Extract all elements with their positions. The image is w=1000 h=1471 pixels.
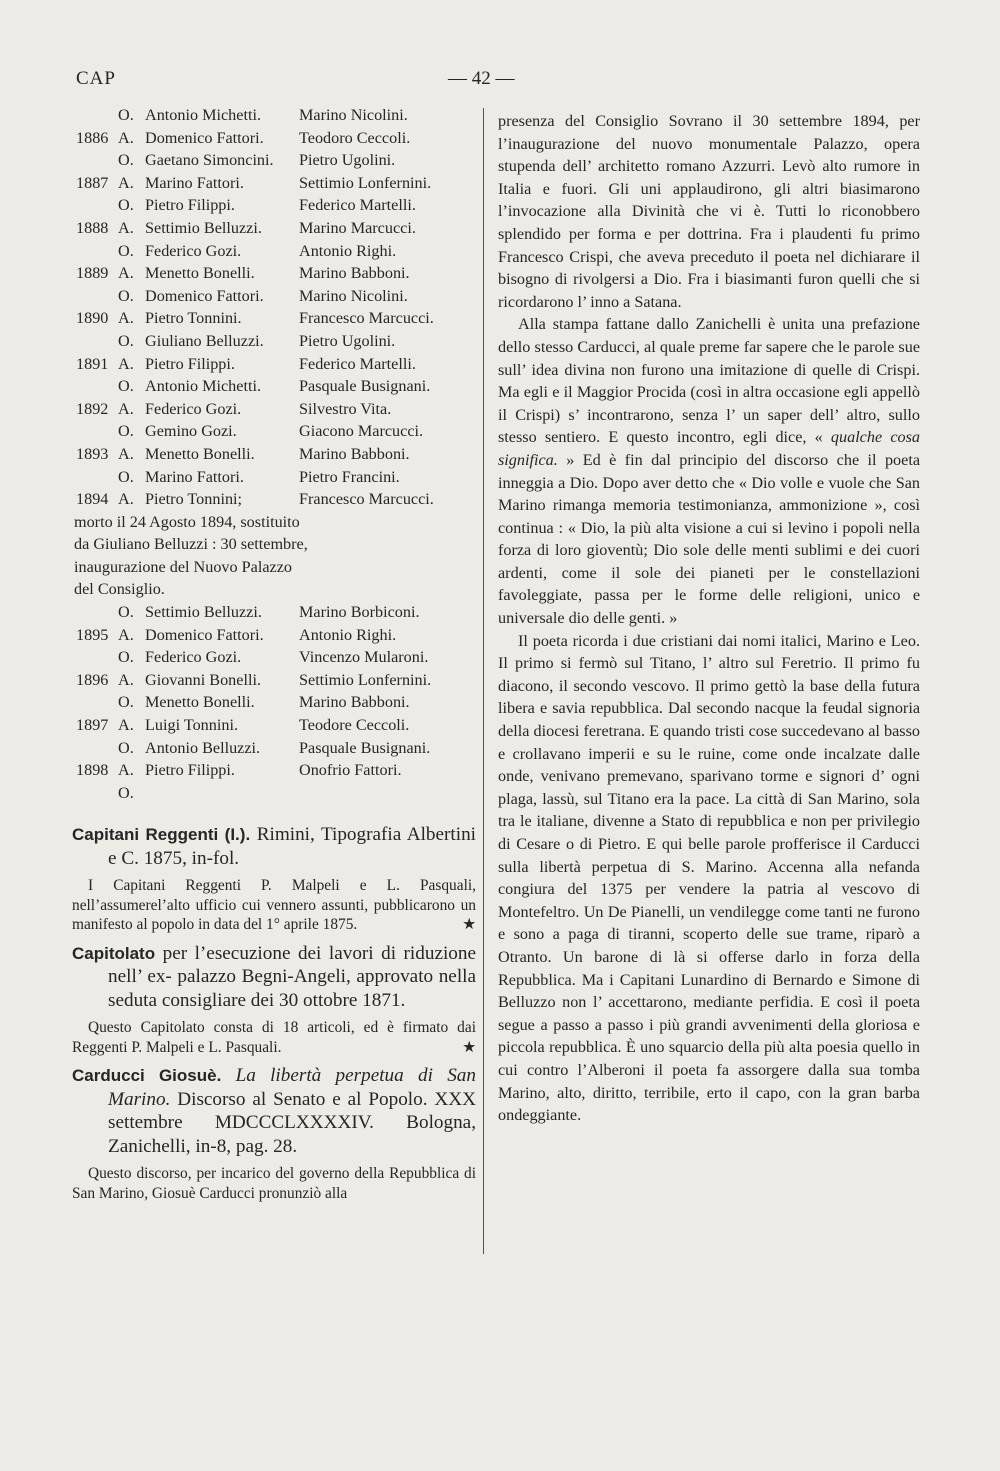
- regent-name-1: Antonio Michetti.: [145, 106, 261, 124]
- entry-citation: Discorso al Senato e al Popolo. XXX settembre MDCCCLXXXXIV. Bologna, Zanichelli, in-8, pag. 28.: [108, 1088, 476, 1157]
- regent-row: [76, 330, 476, 353]
- regent-role: O.: [118, 603, 134, 622]
- entry-description: Questo Capitolato consta di 18 articoli, ed è firmato dai Reggenti P. Malpeli e L. Pasquali.: [72, 1019, 476, 1056]
- regent-row: [76, 307, 476, 330]
- entry-title: Capitani Reggenti (I.).: [72, 825, 251, 844]
- regent-role: A.: [118, 716, 134, 735]
- regent-row: [76, 488, 476, 511]
- regent-role: A.: [118, 264, 134, 283]
- paragraph: presenza del Consiglio Sovrano il 30 settembre 1894, per l’inaugurazione del nuovo monumentale Palazzo, opera stupenda dell’ architetto romano Azzurri. Levò alto rumore in Italia e fuori. Gli uni applaudirono, gli altri biasimarono l’invocazione alla Divinità che vi è. Tutti lo riconobbero splendido per forma e per dottrina. Fra i plaudenti fu primo Francesco Crispi, che aveva preceduto il poeta nel dichiarare il bisogno di rivolgersi a Dio. Fra i biasimanti furon quelli che si ricordarono l’ inno a Satana.: [498, 112, 920, 311]
- entry-title: Carducci Giosuè.: [72, 1066, 222, 1086]
- regent-year: 1896: [76, 670, 109, 689]
- regent-row: [76, 285, 476, 308]
- regent-row: [76, 420, 476, 443]
- regent-name-1: Giovanni Bonelli.: [145, 670, 261, 689]
- regent-name-2: Settimio Lonfernini.: [299, 670, 432, 689]
- regent-role: A.: [118, 173, 134, 192]
- regent-name-2: Marino Borbiconi.: [299, 603, 420, 622]
- regent-row: [76, 172, 476, 195]
- regent-role: A.: [118, 670, 134, 689]
- regent-role: A.: [118, 490, 134, 509]
- entry-work-title: La libertà perpetua di San Marino.: [108, 1065, 476, 1110]
- regent-row: [76, 240, 476, 263]
- quote-italic: qualche cosa significa.: [498, 428, 920, 469]
- regent-name-2: Marino Nicolini.: [299, 286, 408, 305]
- regent-role: O.: [118, 693, 134, 712]
- regent-role: A.: [118, 128, 134, 147]
- regent-row: [76, 624, 476, 647]
- regent-role: O.: [118, 196, 134, 215]
- entry-title: Capitolato: [72, 943, 156, 963]
- regent-row: [76, 759, 476, 782]
- regent-name-2: Federico Martelli.: [299, 196, 416, 215]
- regent-name-1: Settimio Belluzzi.: [145, 603, 262, 622]
- regent-name-2: Marino Nicolini.: [299, 106, 408, 124]
- regent-row: [76, 262, 476, 285]
- regent-row: [76, 194, 476, 217]
- regent-name-1: Domenico Fattori.: [145, 625, 264, 644]
- regent-name-1: Federico Gozi.: [145, 241, 242, 260]
- regent-role: A.: [118, 309, 134, 328]
- regent-name-1: Domenico Fattori.: [145, 128, 264, 147]
- entry-carducci: [72, 1064, 476, 1203]
- entry-citation: per l’esecuzione dei lavori di riduzione nell’ ex- palazzo Begni-Angeli, approvato nella seduta consigliare dei 30 ottobre 1871.: [108, 942, 476, 1011]
- regent-role: O.: [118, 467, 134, 486]
- regent-year: 1889: [76, 264, 109, 283]
- regent-role: A.: [118, 218, 134, 237]
- regent-name-1: Menetto Bonelli.: [145, 693, 255, 712]
- regent-role: A.: [118, 444, 134, 463]
- regent-name-2: Teodore Ceccoli.: [299, 716, 410, 735]
- regent-name-1: Marino Fattori.: [145, 467, 244, 486]
- regent-row: [76, 127, 476, 150]
- regent-role: O.: [118, 377, 134, 396]
- right-column-text: [498, 110, 920, 1127]
- regent-name-2: Pasquale Busignani.: [299, 377, 431, 396]
- regent-name-1: Federico Gozi.: [145, 399, 242, 418]
- regent-row: [76, 353, 476, 376]
- star-icon: ★: [462, 916, 476, 934]
- regent-row: [76, 217, 476, 240]
- regent-name-2: Marino Babboni.: [299, 264, 410, 283]
- regent-row: [76, 375, 476, 398]
- regent-role: O.: [118, 648, 134, 667]
- regent-year: 1892: [76, 399, 109, 418]
- entry-description: Questo discorso, per incarico del governo della Repubblica di San Marino, Giosuè Carducci pronunziò alla: [72, 1165, 476, 1203]
- regent-name-2: Pietro Ugolini.: [299, 331, 396, 350]
- regent-name-1: Pietro Tonnini;: [145, 490, 243, 509]
- regents-note: morto il 24 Agosto 1894, sostituito da Giuliano Belluzzi : 30 settembre, inaugurazione del Nuovo Palazzo del Consiglio.: [74, 512, 308, 599]
- bibliography-entries: [72, 823, 476, 1211]
- regent-role: O.: [118, 738, 134, 757]
- regents-list: [76, 104, 476, 804]
- entry-capitolato: [72, 942, 476, 1058]
- regent-row: [76, 669, 476, 692]
- regent-year: 1887: [76, 173, 109, 192]
- regent-name-1: Antonio Michetti.: [145, 377, 261, 396]
- regent-name-2: Federico Martelli.: [299, 354, 416, 373]
- regent-row: [76, 737, 476, 760]
- regent-name-1: Pietro Filippi.: [145, 196, 235, 215]
- regent-name-1: Menetto Bonelli.: [145, 264, 255, 283]
- regent-name-2: Pietro Francini.: [299, 467, 400, 486]
- entry-capitani-reggenti: [72, 823, 476, 935]
- regent-name-2: Francesco Marcucci.: [299, 309, 434, 328]
- regent-name-1: Gemino Gozi.: [145, 422, 237, 441]
- regent-row: [76, 443, 476, 466]
- regent-role: A.: [118, 354, 134, 373]
- regent-name-1: Pietro Filippi.: [145, 761, 235, 780]
- regent-name-1: Antonio Belluzzi.: [145, 738, 261, 757]
- regent-role: O.: [118, 241, 134, 260]
- regent-name-2: Antonio Righi.: [299, 625, 397, 644]
- regent-year: 1886: [76, 128, 109, 147]
- regent-row: [76, 149, 476, 172]
- regent-year: 1895: [76, 625, 109, 644]
- star-icon: ★: [462, 1038, 476, 1056]
- regent-name-1: Menetto Bonelli.: [145, 444, 255, 463]
- regent-year: 1894: [76, 490, 109, 509]
- regent-name-2: Giacono Marcucci.: [299, 422, 424, 441]
- running-head: CAP: [76, 68, 116, 89]
- regent-name-2: Onofrio Fattori.: [299, 761, 402, 780]
- regent-name-2: Pasquale Busignani.: [299, 738, 431, 757]
- regent-row: [76, 691, 476, 714]
- regent-name-2: Silvestro Vita.: [299, 399, 392, 418]
- regent-name-2: Marino Marcucci.: [299, 218, 416, 237]
- regent-row: [76, 466, 476, 489]
- column-divider: [483, 108, 484, 1254]
- regent-name-1: Luigi Tonnini.: [145, 716, 238, 735]
- regent-row: [76, 782, 476, 805]
- regent-role: O.: [118, 106, 134, 124]
- regent-name-2: Teodoro Ceccoli.: [299, 128, 411, 147]
- regent-year: 1891: [76, 354, 109, 373]
- regent-role: A.: [118, 399, 134, 418]
- regent-row: [76, 398, 476, 421]
- regent-name-2: Marino Babboni.: [299, 444, 410, 463]
- regent-role: A.: [118, 625, 134, 644]
- regent-name-2: Pietro Ugolini.: [299, 151, 396, 170]
- entry-description: I Capitani Reggenti P. Malpeli e L. Pasquali, nell’assumerel’alto ufficio cui vennero assunti, pubblicarono un manifesto al popolo in data del 1° aprile 1875.: [72, 877, 476, 934]
- regent-name-2: Vincenzo Mularoni.: [299, 648, 429, 667]
- regent-row: [76, 104, 476, 127]
- regent-role: O.: [118, 151, 134, 170]
- regent-name-2: Marino Babboni.: [299, 693, 410, 712]
- regent-role: O.: [118, 783, 134, 802]
- regent-year: 1893: [76, 444, 109, 463]
- entry-citation: Rimini, Tipografia Albertini e C. 1875, in-fol.: [108, 824, 476, 869]
- regent-name-1: Marino Fattori.: [145, 173, 244, 192]
- regent-role: O.: [118, 286, 134, 305]
- regent-name-1: Pietro Filippi.: [145, 354, 235, 373]
- regent-row: [76, 714, 476, 737]
- regent-role: O.: [118, 331, 134, 350]
- regent-name-2: Settimio Lonfernini.: [299, 173, 432, 192]
- regent-row: [76, 601, 476, 624]
- regent-year: 1888: [76, 218, 109, 237]
- regent-name-1: Federico Gozi.: [145, 648, 242, 667]
- regent-name-2: Antonio Righi.: [299, 241, 397, 260]
- paragraph: Alla stampa fattane dallo Zanichelli è unita una prefazione dello stesso Carducci, al quale preme far sapere che le parole sue sull’ idea divina non furono una imitazione di quelle di Crispi. Ma egli e il Maggior Procida (così in altra occasione egli appellò il Crispi) s’ incontrarono, senza l’ un saper dell’ altro, sullo stesso sentiero. E questo incontro, egli dice, « qualche cosa significa. » Ed è fin dal principio del discorso che il poeta inneggia a Dio. Dopo aver detto che « Dio volle e vuole che San Marino rimanga memoria testimonianza, ammonizione », così continua : « Dio, la più alta visione a cui si levino i popoli nella forza di loro gioventù; Dio sole delle menti sublimi e dei cuori ardenti, come il sole dei pianeti per le constellazioni favoleggiate, passa per le forme delle religioni, unico e universale dio delle genti. »: [498, 315, 920, 628]
- regent-name-1: Settimio Belluzzi.: [145, 218, 262, 237]
- regent-year: 1898: [76, 761, 109, 780]
- regent-name-1: Domenico Fattori.: [145, 286, 264, 305]
- regent-name-1: Giuliano Belluzzi.: [145, 331, 264, 350]
- page-number: — 42 —: [448, 68, 515, 89]
- regent-year: 1890: [76, 309, 109, 328]
- regent-role: A.: [118, 761, 134, 780]
- regent-name-1: Gaetano Simoncini.: [145, 151, 274, 170]
- regent-year: 1897: [76, 716, 109, 735]
- regent-name-2: Francesco Marcucci.: [299, 490, 434, 509]
- regent-role: O.: [118, 422, 134, 441]
- regent-row: [76, 646, 476, 669]
- regent-name-1: Pietro Tonnini.: [145, 309, 242, 328]
- paragraph: Il poeta ricorda i due cristiani dai nomi italici, Marino e Leo. Il primo si fermò sul Titano, l’ altro sul Feretrio. Il primo fu diacono, il secondo vescovo. Il primo gettò la base della futura libera e savia repubblica. Dal secondo nacque la feudal signoria della diocesi feretrana. E quando tristi cose succedevano al basso e crollavano imperii e su le ruine, come onde incalzate dalle onde, venivano premevano, sparivano torme e signori d’ ogni plaga, lassù, sul Titano era la pace. La città di San Marino, sola tra le italiane, divenne a Stato di repubblica e non per privilegio di Cesare o di Pietro. E qui belle parole profferisce il Carducci sulla libertà perpetua di S. Marino. Accenna alla nefanda congiura del 1375 per vendere la patria al vescovo di Montefeltro. Un De Pianelli, un vendilegge come tanti ne furono e sono a paga di tiranni, scoperto delle sue trame, riparò a Otranto. Un barone di là si offerse darlo in forza della Repubblica. Ma i Capitani Lunardino di Bernardo e Simone di Belluzzo non l’ accettarono, mediante perfidia. E così il poeta segue a passo a passo i più grandi avvenimenti della gloriosa e piccola repubblica. È uno squarcio della più alta poesia quello in cui contro l’Alberoni il poeta fa assorgere dalla sua tomba Marino, alto, diritto, terribile, erto il capo, con la gran barba ondeggiante.: [498, 631, 920, 1125]
